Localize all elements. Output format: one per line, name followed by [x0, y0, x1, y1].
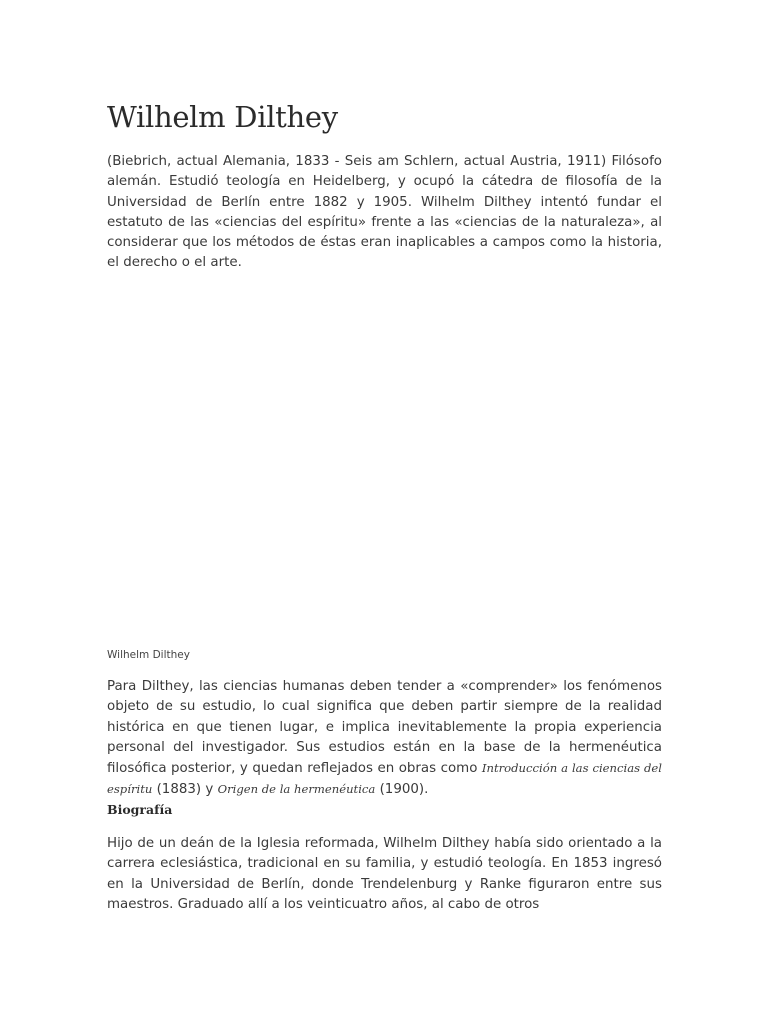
- work-title-origen: Origen de la hermenéutica: [217, 782, 376, 797]
- section-heading-biografia: Biografía: [107, 802, 173, 817]
- body-paragraph: [107, 677, 662, 801]
- biography-paragraph: Hijo de un deán de la Iglesia reformada, Wilhelm Dilthey había sido orientado a la carrera eclesiástica, tradicional en su familia, y estudió teología. En 1853 ingresó en la Universidad de Berlín, donde Trendelenburg y Ranke figuraron entre sus maestros. Graduado allí a los veinticuatro años, al cabo de otros: [107, 836, 662, 912]
- work-year-1883: (1883) y: [152, 782, 218, 798]
- image-caption: Wilhelm Dilthey: [107, 649, 190, 661]
- work-title-introduccion: Introducción a las ciencias del espíritu: [107, 761, 662, 797]
- paragraph-text: Para Dilthey, las ciencias humanas deben tender a «comprender» los fenómenos objeto de su estudio, lo cual significa que deben partir siempre de la realidad histórica en que tienen lugar, e implica inevitablemente la propia experiencia personal del investigador. Sus estudios están en la base de la hermenéutica filosófica posterior, y quedan reflejados en obras como: [107, 679, 662, 777]
- work-year-1900: (1900).: [375, 782, 429, 798]
- intro-paragraph: (Biebrich, actual Alemania, 1833 - Seis am Schlern, actual Austria, 1911) Filósofo alemán. Estudió teología en Heidelberg, y ocupó la cátedra de filosofía de la Universidad de Berlín entre 1882 y 1905. Wilhelm Dilthey intentó fundar el estatuto de las «ciencias del espíritu» frente a las «ciencias de la naturaleza», al considerar que los métodos de éstas eran inaplicables a campos como la historia, el derecho o el arte.: [107, 154, 662, 271]
- page-title: Wilhelm Dilthey: [107, 100, 338, 134]
